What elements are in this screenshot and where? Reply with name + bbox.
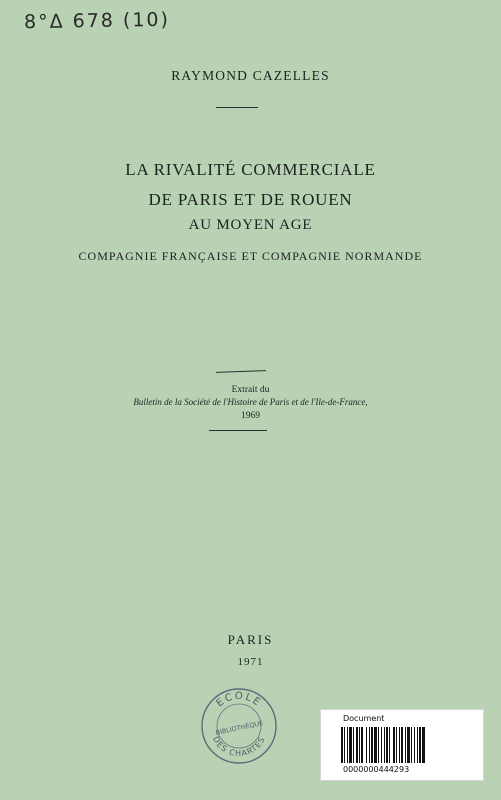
barcode-bar (389, 727, 390, 763)
barcode-number: 0000000444293 (343, 765, 410, 774)
extract-source: Bulletin de la Société de l'Histoire de Paris et de l'Ile-de-France, (133, 397, 368, 407)
barcode-bar (407, 727, 410, 763)
barcode-bar (396, 727, 397, 763)
barcode-bar (344, 727, 345, 763)
barcode-bar (386, 727, 388, 763)
barcode-bar (414, 727, 415, 763)
title-line-3: AU MOYEN AGE (188, 217, 313, 233)
barcode-bar (371, 727, 373, 763)
library-stamp (199, 686, 279, 766)
barcode-label-title: Document (343, 714, 385, 723)
barcode-bar (347, 727, 348, 763)
barcode-bar (359, 727, 360, 763)
extract-year: 1969 (241, 411, 260, 421)
barcode-label (320, 709, 484, 781)
barcode-bar (384, 727, 385, 763)
barcode-bar (422, 727, 425, 763)
barcode-bar (341, 727, 343, 763)
barcode-bar (411, 727, 412, 763)
title-line-1: LA RIVALITÉ COMMERCIALE (125, 160, 376, 179)
barcode-bar (361, 727, 363, 763)
barcode-bar (374, 727, 377, 763)
barcode-bar (405, 727, 406, 763)
publication-year: 1971 (237, 656, 264, 668)
extract-intro: Extrait du (231, 385, 270, 395)
barcode-bar (353, 727, 354, 763)
svg-text:DES CHARTES (211, 735, 267, 758)
barcode-bar (369, 727, 370, 763)
barcode-bar (417, 727, 418, 763)
barcode-bar (356, 727, 358, 763)
stamp-top-text: ECOLE (214, 690, 264, 710)
barcode-graphic (341, 727, 463, 763)
barcode-bar (366, 727, 367, 763)
title-line-2: DE PARIS ET DE ROUEN (148, 190, 353, 209)
barcode-bar (393, 727, 395, 763)
barcode-bar (381, 727, 382, 763)
handwritten-shelfmark: 8°Δ 678 (10) (23, 8, 171, 34)
author-name: RAYMOND CAZELLES (171, 68, 330, 83)
publication-place: PARIS (227, 632, 274, 647)
barcode-bar (399, 727, 400, 763)
stamp-bottom-text: DES CHARTES (210, 734, 268, 759)
author-rule (216, 107, 258, 108)
subtitle: COMPAGNIE FRANÇAISE ET COMPAGNIE NORMANDE (78, 249, 423, 263)
barcode-bar (401, 727, 403, 763)
extract-top-rule (216, 370, 266, 373)
barcode-bar (349, 727, 352, 763)
stamp-middle-text: BIBLIOTHÈQUE (214, 719, 264, 737)
barcode-bar (419, 727, 421, 763)
extract-bottom-rule (209, 430, 267, 431)
barcode-bar (378, 727, 379, 763)
